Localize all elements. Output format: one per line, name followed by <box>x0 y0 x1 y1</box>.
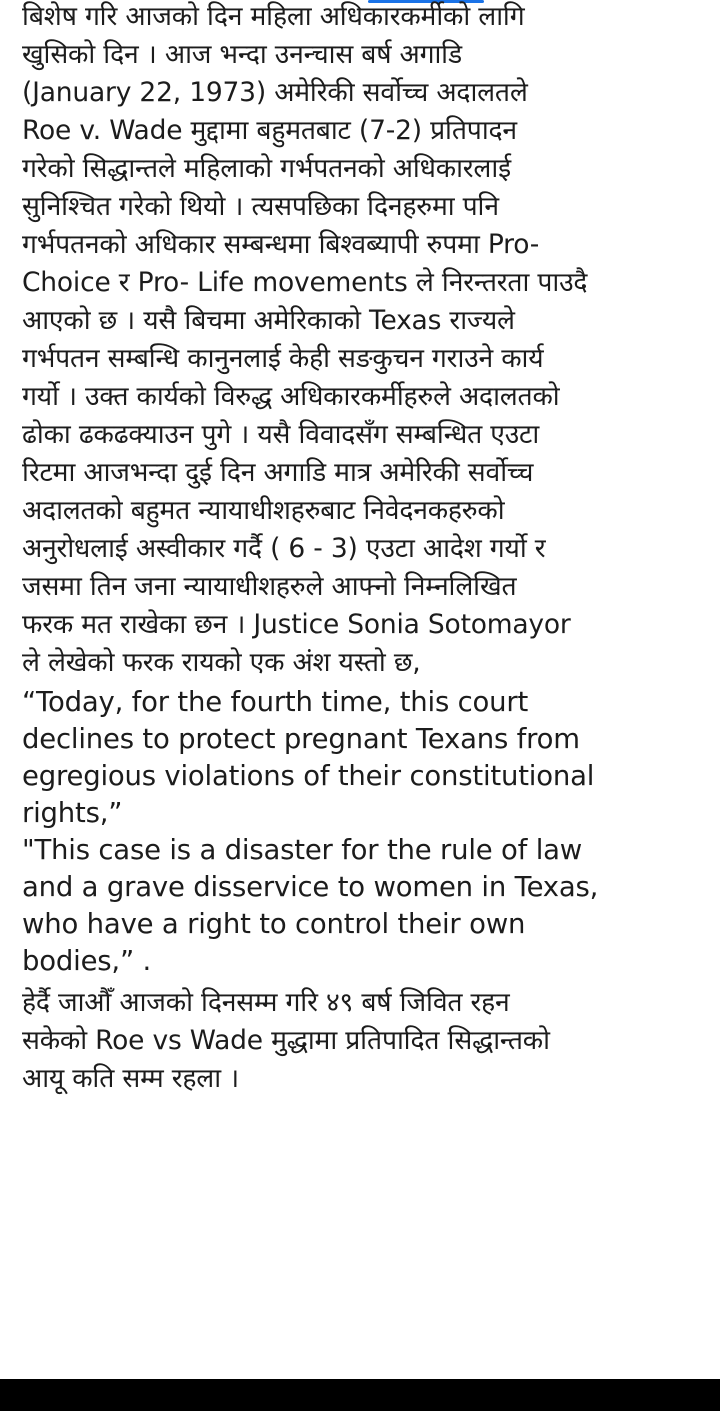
text-line: गरेको सिद्धान्तले महिलाको गर्भपतनको अधिकारलाई <box>22 153 511 184</box>
text-line: अदालतको बहुमत न्यायाधीशहरुबाट निवेदनकहरुको <box>22 495 505 526</box>
quote-line: bodies,” . <box>22 945 152 977</box>
text-line: ढोका ढकढक्याउन पुगे । यसै विवादसँग सम्बन्धित एउटा <box>22 419 540 450</box>
quote-line: rights,” <box>22 797 123 829</box>
text-line: रिटमा आजभन्दा दुई दिन अगाडि मात्र अमेरिकी सर्वोच्च <box>22 457 534 488</box>
quote-line: “Today, for the fourth time, this court <box>22 686 529 718</box>
quote-line: "This case is a disaster for the rule of law <box>22 834 583 866</box>
text-line: ले लेखेको फरक रायको एक अंश यस्तो छ, <box>22 647 421 678</box>
nepali-paragraph <box>22 0 712 682</box>
article-body <box>22 1 712 1098</box>
bottom-black-bar <box>0 1379 720 1411</box>
text-line: गर्भपतन सम्बन्धि कानुनलाई केही सङकुचन गराउने कार्य <box>22 343 544 374</box>
text-line: Roe v. Wade मुद्दामा बहुमतबाट (7-2) प्रतिपादन <box>22 115 517 146</box>
text-line: खुसिको दिन । आज भन्दा उनन्चास बर्ष अगाडि <box>22 39 462 70</box>
text-line: Choice र Pro- Life movements ले निरन्तरता पाउदै <box>22 267 588 298</box>
text-line: बिशेष गरि आजको दिन महिला अधिकारकर्मीको लागि <box>22 1 525 32</box>
text-line: अनुरोधलाई अस्वीकार गर्दै ( 6 - 3) एउटा आदेश गर्यो र <box>22 533 546 564</box>
quote-line: declines to protect pregnant Texans from <box>22 723 580 755</box>
text-line: फरक मत राखेका छन । Justice Sonia Sotomayor <box>22 609 571 640</box>
quote-line: egregious violations of their constitutional <box>22 760 595 792</box>
text-line: गर्यो । उक्त कार्यको विरुद्ध अधिकारकर्मीहरुले अदालतको <box>22 381 560 412</box>
text-line: (January 22, 1973) अमेरिकी सर्वोच्च अदालतले <box>22 77 528 108</box>
text-line: जसमा तिन जना न्यायाधीशहरुले आफ्नो निम्नलिखित <box>22 571 517 602</box>
text-line: गर्भपतनको अधिकार सम्बन्धमा बिश्वब्यापी रुपमा Pro- <box>22 229 540 260</box>
text-line: आएको छ । यसै बिचमा अमेरिकाको Texas राज्यले <box>22 305 515 336</box>
text-line: सकेको Roe vs Wade मुद्धामा प्रतिपादित सिद्धान्तको <box>22 1025 550 1056</box>
text-line: सुनिश्चित गरेको थियो । त्यसपछिका दिनहरुमा पनि <box>22 191 499 222</box>
quote-line: who have a right to control their own <box>22 908 526 940</box>
quote-line: and a grave disservice to women in Texas, <box>22 871 599 903</box>
text-line: आयू कति सम्म रहला । <box>22 1063 239 1094</box>
text-line: हेर्दै जाऔँ आजको दिनसम्म गरि ४९ बर्ष जिवित रहन <box>22 987 510 1018</box>
closing-paragraph <box>22 984 712 1098</box>
sotomayor-quote <box>22 684 712 980</box>
